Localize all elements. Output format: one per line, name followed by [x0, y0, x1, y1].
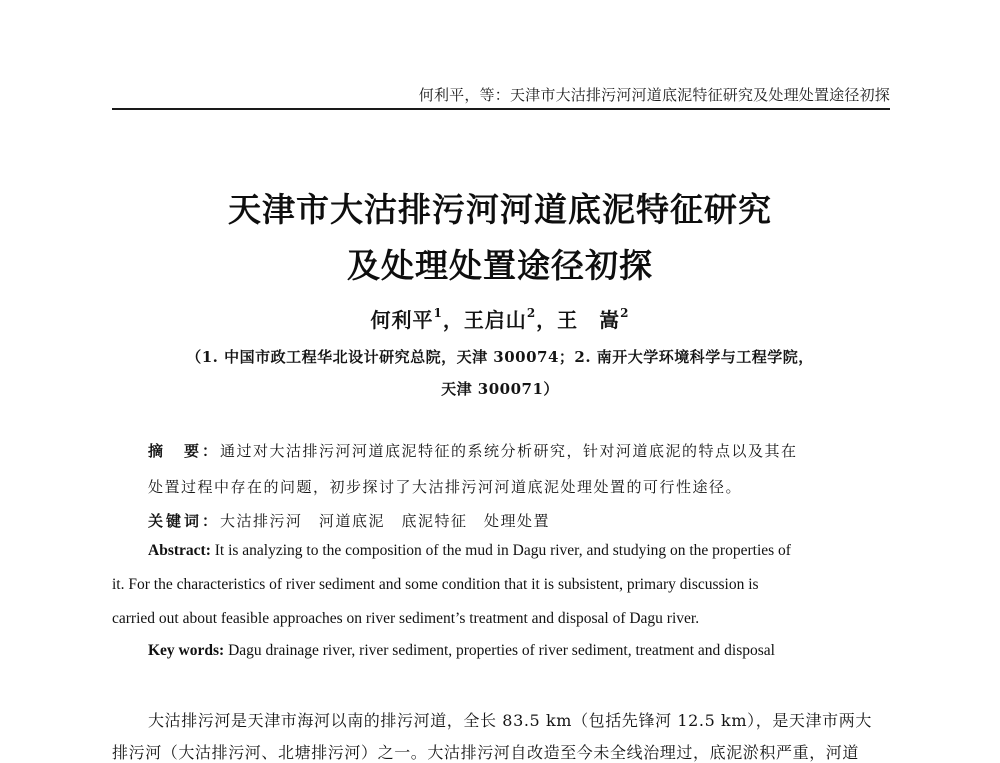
body-paragraph-line-2: 排污河（大沽排污河、北塘排污河）之一。大沽排污河自改造至今未全线治理过，底泥淤积严重，河道	[112, 743, 860, 762]
abstract-cn-text: 通过对大沽排污河河道底泥特征的系统分析研究，针对河道底泥的特点以及其在	[220, 442, 798, 460]
paper-title-line-2: 及处理处置途径初探	[347, 246, 653, 285]
author-separator: ，	[536, 308, 558, 332]
author-affiliation-mark: 2	[526, 306, 537, 321]
paper-title-line-1: 天津市大沽排污河河道底泥特征研究	[228, 190, 772, 229]
keywords-cn-text: 大沽排污河 河道底泥 底泥特征 处理处置	[220, 512, 551, 530]
abstract-cn-label: 摘 要：	[148, 442, 221, 460]
running-head: 何利平，等：天津市大沽排污河河道底泥特征研究及处理处置途径初探	[418, 86, 890, 104]
author-name: 王启山	[463, 308, 527, 332]
abstract-en-label: Abstract	[148, 542, 206, 559]
author-affiliation-mark: 1	[433, 306, 443, 321]
abstract-en-line-3: carried out about feasible approaches on river sediment’s treatment and disposal of Dagu river.	[112, 610, 700, 627]
affiliation-line-2: 天津 300071）	[441, 380, 559, 398]
abstract-en-text: It is analyzing to the composition of the mud in Dagu river, and studying on the properties of	[214, 542, 791, 559]
author-list	[0, 304, 1000, 333]
header-rule	[112, 108, 890, 110]
abstract-en-line-1: Abstract: It is analyzing to the composition of the mud in Dagu river, and studying on the properties of	[148, 542, 791, 559]
author-name: 何利平	[370, 308, 434, 332]
abstract-cn-line-1	[148, 440, 798, 461]
affiliation-line-1: （1. 中国市政工程华北设计研究总院，天津 300074；2. 南开大学环境科学与工程学院，	[186, 348, 814, 366]
author-separator: ，	[442, 308, 464, 332]
abstract-en-line-2: it. For the characteristics of river sediment and some condition that it is subsistent, primary discussion is	[112, 576, 759, 593]
keywords-en: Key words: Dagu drainage river, river sediment, properties of river sediment, treatment and disposal	[148, 642, 775, 659]
abstract-cn-line-2: 处置过程中存在的问题，初步探讨了大沽排污河河道底泥处理处置的可行性途径。	[148, 478, 743, 496]
keywords-cn-label: 关键词：	[148, 512, 221, 530]
keywords-en-text: Dagu drainage river, river sediment, properties of river sediment, treatment and disposal	[228, 642, 775, 659]
keywords-en-label: Key words	[148, 642, 220, 659]
author-name: 王 嵩	[557, 308, 621, 332]
author-affiliation-mark: 2	[620, 306, 630, 321]
body-paragraph-line-1: 大沽排污河是天津市海河以南的排污河道，全长 83.5 km（包括先锋河 12.5 km），是天津市两大	[148, 711, 872, 730]
keywords-cn	[148, 510, 550, 531]
